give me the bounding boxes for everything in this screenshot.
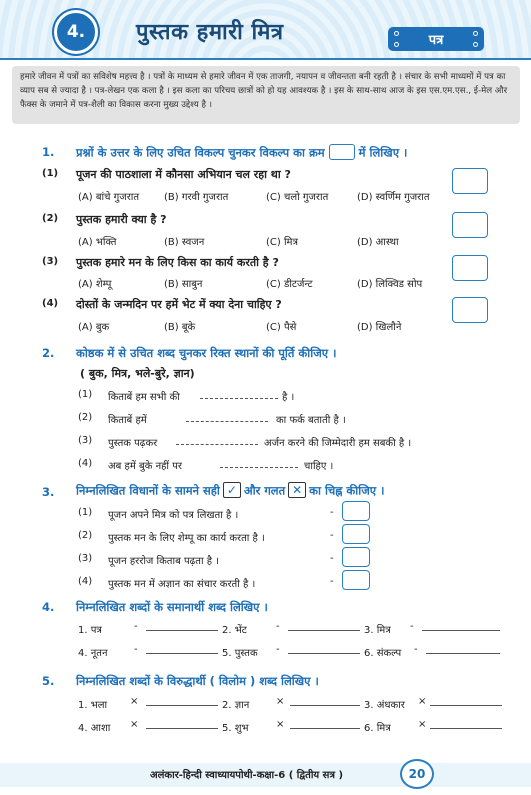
q3-heading [76,483,384,499]
option: (A) भक्ति [78,237,117,248]
sep: - [414,644,418,655]
answer-line[interactable] [146,630,218,631]
chapter-banner [0,0,531,60]
q1-item-number: (3) [42,256,59,267]
q4-word: 4. नूतन [78,648,108,659]
q3-heading-a: निम्नलिखित विधानों के सामने सही [76,483,220,498]
q1-item-text: दोस्तों के जन्मदिन पर हमें भेट में क्या देना चाहिए ? [76,298,282,311]
badge-dot-icon [394,31,399,36]
answer-line[interactable] [426,653,500,654]
intro-paragraph: हमारे जीवन में पत्रों का सविशेष महत्त्व है । पत्रों के माध्यम से हमारे जीवन में एक ताजगी, नयापन व जीवन्तता बनी रहती है । संचार के सभी माध्यमों में पत्र का व्याप सब से ज्यादा है । पत्र-लेखन एक कला है । इस कला का परिचय छात्रों को हो यह आवश्यक है । इस के साथ-साथ आज के इस एस.एम.एस., ई-मेल और फैक्स के जमाने में पत्र-शैली का विकास करना मुख्य उद्देश्य है । [12,66,520,124]
q5-word: 4. आशा [78,723,111,734]
badge-dot-icon [394,42,399,47]
sep: × [130,696,139,707]
answer-line[interactable] [430,728,502,729]
fill-blank[interactable] [220,467,298,468]
q5-heading: निम्नलिखित शब्दों के विरुद्धार्थी ( विलोम ) शब्द लिखिए । [76,674,319,688]
answer-line[interactable] [288,630,360,631]
q2-item-text-a: पुस्तक पढ़कर [108,438,158,449]
q1-heading-a: प्रश्नों के उत्तर के लिए उचित विकल्प चुनकर विकल्प का क्रम [76,145,325,160]
option: (A) बांचे गुजरात [78,192,140,203]
q5-word: 5. शुभ [222,723,249,734]
answer-line[interactable] [290,728,360,729]
chapter-title: पुस्तक हमारी मित्र [136,20,284,45]
answer-line[interactable] [288,653,360,654]
badge-dot-icon [473,42,478,47]
q2-item-number: (4) [78,458,93,469]
sep: × [276,696,285,707]
q5-number: 5. [42,674,55,688]
q3-item-text: पूजन हररोज किताब पढ़ता है । [108,556,220,567]
answer-line[interactable] [430,705,502,706]
q2-item-text-b: है । [282,392,295,403]
option: (B) स्वजन [164,237,205,248]
q1-item-text: पूजन की पाठशाला में कौनसा अभियान चल रहा था ? [76,168,291,181]
sep: - [410,621,414,632]
dash: - [330,576,334,587]
q3-item-number: (4) [78,576,93,587]
q2-number: 2. [42,346,55,360]
option: (D) आस्था [357,237,399,248]
option: (B) बूके [164,322,196,333]
fill-blank[interactable] [186,421,268,422]
q4-number: 4. [42,600,55,614]
sep: - [134,621,138,632]
q2-item-text-b: का फर्क बताती है । [276,415,346,426]
option: (B) गरवी गुजरात [164,192,229,203]
option: (C) पैसे [266,322,297,333]
q2-item-number: (1) [78,389,93,400]
q4-word: 3. मित्र [364,625,391,636]
footer-text: अलंकार-हिन्दी स्वाध्यायपोथी-कक्षा-6 ( द्वितीय सत्र ) [150,770,344,781]
q1-heading [76,145,407,161]
answer-line[interactable] [146,728,218,729]
q3-item-text: पूजन अपने मित्र को पत्र लिखता है । [108,510,239,521]
tick-icon: ✓ [223,482,241,498]
q2-item-text-a: अब हमें बुके नहीं पर [108,461,182,472]
q3-number: 3. [42,485,55,499]
q5-word: 6. मित्र [364,723,391,734]
option: (A) बुक [78,322,110,333]
q1-item-number: (1) [42,168,59,179]
sep: × [418,719,427,730]
q4-word: 5. पुस्तक [222,648,258,659]
option: (A) शेम्पू [78,279,112,290]
option: (D) स्वर्णिम गुजरात [357,192,430,203]
q3-item-text: पुस्तक मन में अज्ञान का संचार करती है । [108,579,256,590]
fill-blank[interactable] [176,444,258,445]
true-false-box[interactable] [342,524,370,544]
q5-word: 2. ज्ञान [222,700,250,711]
q3-item-number: (2) [78,530,93,541]
genre-badge [388,27,484,51]
answer-box[interactable] [452,297,488,323]
cross-icon: ✕ [288,482,306,498]
option: (D) लिक्विड सोप [357,279,423,290]
q2-item-number: (3) [78,435,93,446]
sep: - [276,644,280,655]
page-number: 20 [400,759,434,789]
q4-word: 1. पत्र [78,625,102,636]
true-false-box[interactable] [342,547,370,567]
q2-word-bank: ( बुक, मित्र, भले-बुरे, ज्ञान) [80,367,195,380]
true-false-box[interactable] [342,501,370,521]
q4-word: 6. संकल्प [364,648,402,659]
q2-heading: कोष्ठक में से उचित शब्द चुनकर रिक्त स्थानों की पूर्ति कीजिए । [76,346,337,360]
answer-line[interactable] [146,705,218,706]
dash: - [330,553,334,564]
option: (C) चलो गुजरात [266,192,329,203]
q4-heading: निम्नलिखित शब्दों के समानार्थी शब्द लिखिए । [76,600,268,614]
chapter-number: 4. [54,10,98,54]
option: (C) डीटर्जन्ट [266,279,313,290]
sep: × [276,719,285,730]
answer-box[interactable] [452,168,488,194]
q5-word: 1. भला [78,700,108,711]
q3-item-text: पुस्तक मन के लिए शेम्पू का कार्य करता है । [108,533,265,544]
option: (C) मित्र [266,237,299,248]
answer-line[interactable] [422,630,500,631]
q2-item-text-b: अर्जन करने की जिम्मेदारी हम सबकी है । [264,438,412,449]
q2-item-number: (2) [78,412,93,423]
genre-label: पत्र [428,33,444,48]
q1-inline-answer-box [329,144,355,160]
option: (B) साबुन [164,279,203,290]
q4-word: 2. भेंट [222,625,247,636]
q2-item-text-a: किताबें हमें [108,415,147,426]
q1-heading-b: में लिखिए । [358,145,408,160]
dash: - [330,507,334,518]
q1-item-text: पुस्तक हमारे मन के लिए किस का कार्य करती है ? [76,256,279,269]
q3-heading-b: और गलत [243,483,286,498]
sep: × [418,696,427,707]
q1-item-number: (4) [42,298,59,309]
fill-blank[interactable] [200,398,278,399]
q3-item-number: (1) [78,507,93,518]
q2-item-text-b: चाहिए । [304,461,334,472]
answer-line[interactable] [290,705,360,706]
answer-box[interactable] [452,212,488,238]
q1-item-text: पुस्तक हमारी क्या है ? [76,213,167,226]
sep: - [276,621,280,632]
q3-item-number: (3) [78,553,93,564]
sep: × [130,719,139,730]
dash: - [330,530,334,541]
answer-box[interactable] [452,255,488,281]
q1-number: 1. [42,145,55,159]
q3-heading-c: का चिह्न कीजिए । [309,483,385,498]
page-footer [0,755,531,795]
badge-dot-icon [473,31,478,36]
q5-word: 3. अंधकार [364,700,405,711]
q1-item-number: (2) [42,213,59,224]
true-false-box[interactable] [342,570,370,590]
option: (D) खिलौने [357,322,402,333]
answer-line[interactable] [146,653,218,654]
q2-item-text-a: किताबें हम सभी की [108,392,180,403]
sep: - [134,644,138,655]
